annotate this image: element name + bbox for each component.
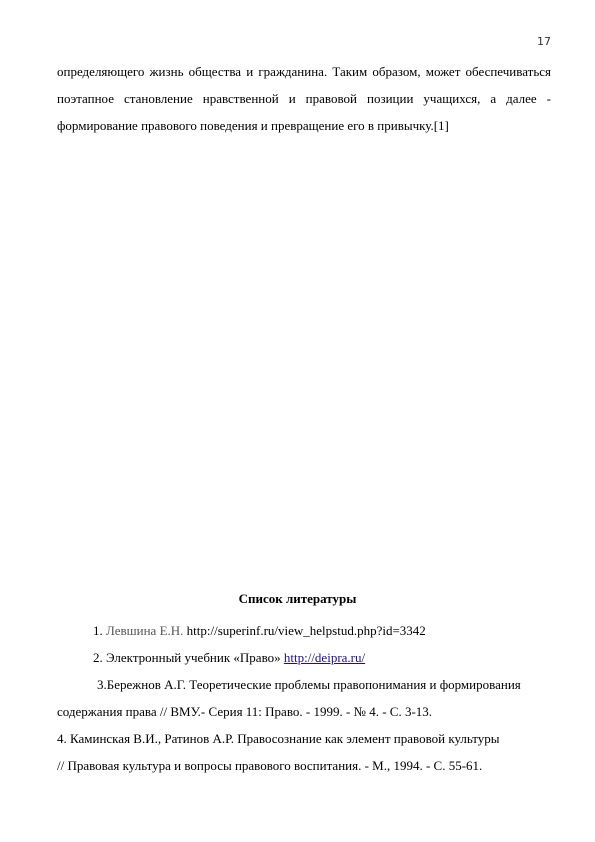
- body-paragraph-block: [57, 58, 551, 139]
- bibliography-item-4: 4. Каминская В.И., Ратинов А.Р. Правосознание как элемент правовой культуры: [57, 731, 500, 746]
- bibliography-item-1-number: 1.: [93, 623, 106, 638]
- bibliography-item-4-continuation: // Правовая культура и вопросы правового воспитания. - М., 1994. - С. 55-61.: [57, 758, 483, 773]
- bibliography-item-3: 3.Бережнов А.Г. Теоретические проблемы правопонимания и формирования: [97, 677, 521, 692]
- bibliography-list: [57, 617, 551, 779]
- bibliography-item-1-url: http://superinf.ru/view_helpstud.php?id=3342: [183, 623, 426, 638]
- bibliography-item-3-continuation: содержания права // ВМУ.- Серия 11: Право. - 1999. - № 4. - С. 3-13.: [57, 704, 433, 719]
- body-paragraph: определяющего жизнь общества и гражданина. Таким образом, может обеспечиваться поэтапное становление нравственной и правовой позиции учащихся, а далее - формирование правового поведения и превращение его в привычку.[1]: [57, 64, 551, 133]
- bibliography-item-1: [57, 617, 551, 644]
- bibliography-item-2: [57, 644, 551, 671]
- bibliography-item-2-text: 2. Электронный учебник «Право»: [93, 650, 284, 665]
- bibliography-title: Список литературы: [238, 591, 357, 606]
- bibliography-item-1-author: Левшина Е.Н.: [106, 623, 184, 638]
- page-number: 17: [537, 35, 551, 48]
- bibliography-item-2-link[interactable]: http://deipra.ru/: [283, 650, 366, 665]
